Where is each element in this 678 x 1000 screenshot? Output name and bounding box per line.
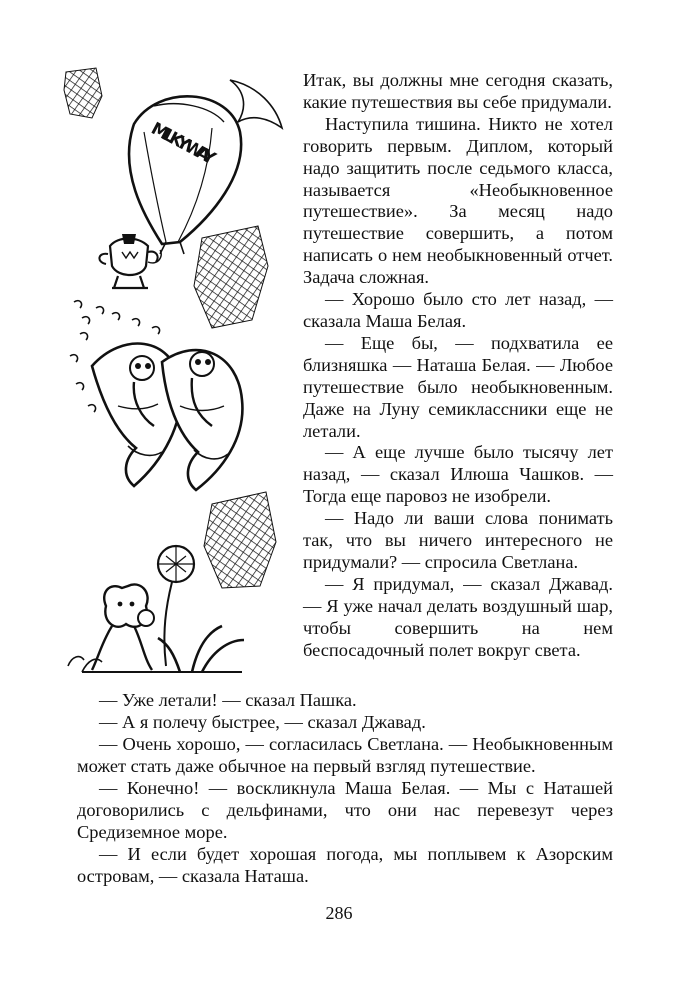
full-width-text <box>77 689 613 887</box>
balloon <box>129 96 241 254</box>
paragraph: — А еще лучше было тысячу лет назад, — сказал Илюша Чашков. — Тогда еще паровоз не изобрели. <box>303 442 613 507</box>
main-text-column <box>303 70 613 661</box>
paragraph: — Очень хорошо, — согласилась Светлана. — Необыкновенным может стать даже обычное на первый взгляд путешествие. <box>77 734 613 776</box>
hatched-patch-right <box>194 226 268 328</box>
dolphins-with-riders <box>92 344 242 490</box>
paragraph: Итак, вы должны мне сегодня сказать, какие путешествия вы себе придумали. <box>303 70 613 112</box>
illustration <box>62 66 294 676</box>
paragraph: — И если будет хорошая погода, мы поплывем к Азорским островам, — сказала Наташа. <box>77 844 613 886</box>
paragraph: — Я придумал, — сказал Джавад. — Я уже начал делать воздушный шар, чтобы совершить на нем беспосадочный полет вокруг света. <box>303 573 613 660</box>
paragraph: — Еще бы, — подхватила ее близняшка — Наташа Белая. — Любое путешествие было необыкновенным. Даже на Луну семиклассники еще не летали. <box>303 332 613 441</box>
balloon-text: MILKY WAY <box>147 118 219 170</box>
paragraph: Наступила тишина. Никто не хотел говорить первым. Диплом, который надо защитить после седьмого класса, называется «Необыкновенное путешествие». За месяц надо путешествие совершить, а потом написать о нем необыкновенный отчет. Задача сложная. <box>303 113 613 288</box>
hatched-patch-top-left <box>64 68 102 118</box>
hatched-patch-lower-right <box>204 492 276 588</box>
swirl-top-right <box>230 80 282 128</box>
paragraph: — Надо ли ваши слова понимать так, что вы ничего интересного не придумали? — спросила Светлана. <box>303 508 613 572</box>
paragraph: — А я полечу быстрее, — сказал Джавад. <box>99 712 426 732</box>
page-number: 286 <box>325 903 353 923</box>
paragraph: — Конечно! — воскликнула Маша Белая. — Мы с Наташей договорились с дельфинами, что они нас перевезут через Средиземное море. <box>77 778 613 842</box>
paragraph: — Хорошо было сто лет назад, — сказала Маша Белая. <box>303 289 613 331</box>
paragraph: — Уже летали! — сказал Пашка. <box>99 690 357 710</box>
samovar-basket <box>99 234 161 288</box>
